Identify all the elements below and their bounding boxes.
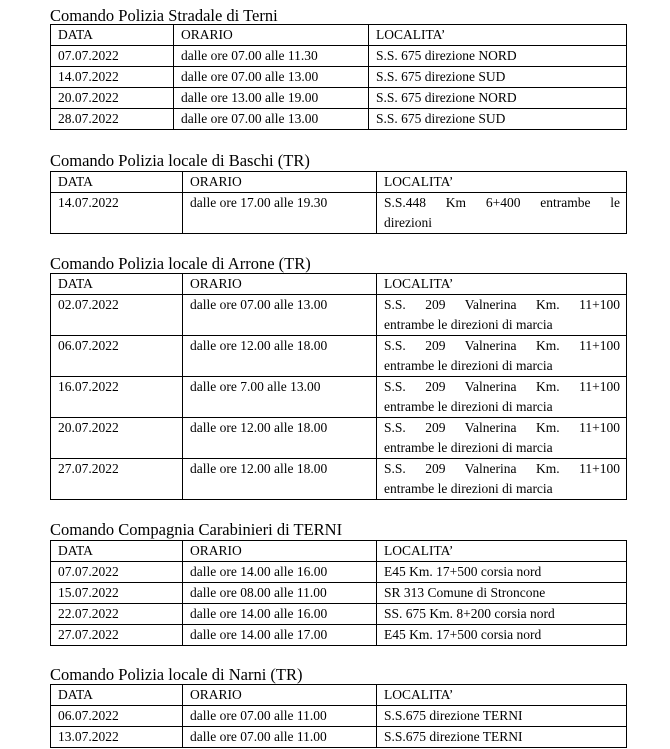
cell-localita: S.S. 675 direzione SUD bbox=[369, 67, 627, 88]
header-localita: LOCALITA’ bbox=[369, 25, 627, 46]
cell-orario: dalle ore 14.00 alle 16.00 bbox=[183, 562, 377, 583]
cell-data: 07.07.2022 bbox=[51, 46, 174, 67]
table-row bbox=[51, 604, 627, 625]
cell-orario: dalle ore 17.00 alle 19.30 bbox=[183, 193, 377, 234]
table-row bbox=[51, 336, 627, 377]
cell-localita: E45 Km. 17+500 corsia nord bbox=[377, 562, 627, 583]
localita-line-2: direzioni bbox=[384, 215, 432, 230]
header-localita: LOCALITA’ bbox=[377, 172, 627, 193]
header-localita: LOCALITA’ bbox=[377, 541, 627, 562]
table-row bbox=[51, 377, 627, 418]
header-orario: ORARIO bbox=[183, 685, 377, 706]
table-row bbox=[51, 727, 627, 748]
cell-data: 27.07.2022 bbox=[51, 459, 183, 500]
cell-orario: dalle ore 14.00 alle 17.00 bbox=[183, 625, 377, 646]
cell-data: 20.07.2022 bbox=[51, 418, 183, 459]
table-header-row bbox=[51, 541, 627, 562]
cell-localita bbox=[377, 418, 627, 459]
cell-orario: dalle ore 07.00 alle 13.00 bbox=[183, 295, 377, 336]
table-header-row bbox=[51, 274, 627, 295]
header-orario: ORARIO bbox=[174, 25, 369, 46]
cell-localita: S.S.675 direzione TERNI bbox=[377, 727, 627, 748]
cell-data: 28.07.2022 bbox=[51, 109, 174, 130]
cell-localita bbox=[377, 459, 627, 500]
cell-localita bbox=[377, 295, 627, 336]
localita-line-1: S.S. 209 Valnerina Km. 11+100 bbox=[384, 379, 620, 394]
cell-data: 02.07.2022 bbox=[51, 295, 183, 336]
cell-localita: S.S. 675 direzione SUD bbox=[369, 109, 627, 130]
header-orario: ORARIO bbox=[183, 274, 377, 295]
localita-line-2: entrambe le direzioni di marcia bbox=[384, 358, 553, 373]
table-row bbox=[51, 46, 627, 67]
table-row bbox=[51, 706, 627, 727]
cell-orario: dalle ore 14.00 alle 16.00 bbox=[183, 604, 377, 625]
cell-orario: dalle ore 07.00 alle 13.00 bbox=[174, 109, 369, 130]
localita-line-2: entrambe le direzioni di marcia bbox=[384, 481, 553, 496]
localita-line-1: S.S.448 Km 6+400 entrambe le bbox=[384, 195, 620, 210]
cell-data: 15.07.2022 bbox=[51, 583, 183, 604]
localita-line-1: S.S. 209 Valnerina Km. 11+100 bbox=[384, 338, 620, 353]
cell-orario: dalle ore 12.00 alle 18.00 bbox=[183, 336, 377, 377]
table-row bbox=[51, 193, 627, 234]
header-data: DATA bbox=[51, 685, 183, 706]
table-row bbox=[51, 625, 627, 646]
localita-line-2: entrambe le direzioni di marcia bbox=[384, 317, 553, 332]
cell-data: 07.07.2022 bbox=[51, 562, 183, 583]
table-polizia-locale-arrone bbox=[50, 273, 627, 500]
cell-data: 14.07.2022 bbox=[51, 193, 183, 234]
cell-localita: SS. 675 Km. 8+200 corsia nord bbox=[377, 604, 627, 625]
table-row bbox=[51, 295, 627, 336]
table-polizia-stradale-terni bbox=[50, 24, 627, 130]
table-header-row bbox=[51, 25, 627, 46]
cell-data: 27.07.2022 bbox=[51, 625, 183, 646]
table-row bbox=[51, 562, 627, 583]
cell-data: 14.07.2022 bbox=[51, 67, 174, 88]
cell-data: 16.07.2022 bbox=[51, 377, 183, 418]
localita-line-1: S.S. 209 Valnerina Km. 11+100 bbox=[384, 461, 620, 476]
table-header-row bbox=[51, 685, 627, 706]
cell-orario: dalle ore 07.00 alle 11.30 bbox=[174, 46, 369, 67]
section-title-polizia-locale-arrone: Comando Polizia locale di Arrone (TR) bbox=[50, 254, 311, 273]
table-polizia-locale-narni bbox=[50, 684, 627, 748]
cell-orario: dalle ore 12.00 alle 18.00 bbox=[183, 459, 377, 500]
header-orario: ORARIO bbox=[183, 541, 377, 562]
cell-localita bbox=[377, 336, 627, 377]
header-data: DATA bbox=[51, 274, 183, 295]
cell-data: 22.07.2022 bbox=[51, 604, 183, 625]
header-data: DATA bbox=[51, 541, 183, 562]
cell-localita bbox=[377, 377, 627, 418]
section-title-polizia-locale-baschi: Comando Polizia locale di Baschi (TR) bbox=[50, 151, 310, 170]
section-title-carabinieri-terni: Comando Compagnia Carabinieri di TERNI bbox=[50, 520, 343, 539]
cell-orario: dalle ore 07.00 alle 11.00 bbox=[183, 727, 377, 748]
localita-line-2: entrambe le direzioni di marcia bbox=[384, 399, 553, 414]
cell-data: 20.07.2022 bbox=[51, 88, 174, 109]
localita-line-1: S.S. 209 Valnerina Km. 11+100 bbox=[384, 297, 620, 312]
table-carabinieri-terni bbox=[50, 540, 627, 646]
section-title-polizia-stradale-terni: Comando Polizia Stradale di Terni bbox=[50, 6, 278, 25]
table-row bbox=[51, 583, 627, 604]
table-polizia-locale-baschi bbox=[50, 171, 627, 234]
cell-localita: S.S. 675 direzione NORD bbox=[369, 46, 627, 67]
cell-orario: dalle ore 13.00 alle 19.00 bbox=[174, 88, 369, 109]
cell-localita bbox=[377, 193, 627, 234]
localita-line-2: entrambe le direzioni di marcia bbox=[384, 440, 553, 455]
cell-localita: S.S.675 direzione TERNI bbox=[377, 706, 627, 727]
header-localita: LOCALITA’ bbox=[377, 274, 627, 295]
header-data: DATA bbox=[51, 25, 174, 46]
table-row bbox=[51, 418, 627, 459]
table-row bbox=[51, 459, 627, 500]
localita-line-1: S.S. 209 Valnerina Km. 11+100 bbox=[384, 420, 620, 435]
header-data: DATA bbox=[51, 172, 183, 193]
cell-localita: E45 Km. 17+500 corsia nord bbox=[377, 625, 627, 646]
cell-orario: dalle ore 12.00 alle 18.00 bbox=[183, 418, 377, 459]
table-row bbox=[51, 88, 627, 109]
cell-localita: SR 313 Comune di Stroncone bbox=[377, 583, 627, 604]
header-orario: ORARIO bbox=[183, 172, 377, 193]
table-header-row bbox=[51, 172, 627, 193]
header-localita: LOCALITA’ bbox=[377, 685, 627, 706]
cell-data: 06.07.2022 bbox=[51, 706, 183, 727]
table-row bbox=[51, 109, 627, 130]
cell-data: 13.07.2022 bbox=[51, 727, 183, 748]
cell-localita: S.S. 675 direzione NORD bbox=[369, 88, 627, 109]
cell-orario: dalle ore 7.00 alle 13.00 bbox=[183, 377, 377, 418]
cell-orario: dalle ore 08.00 alle 11.00 bbox=[183, 583, 377, 604]
cell-orario: dalle ore 07.00 alle 11.00 bbox=[183, 706, 377, 727]
section-title-polizia-locale-narni: Comando Polizia locale di Narni (TR) bbox=[50, 665, 303, 684]
table-row bbox=[51, 67, 627, 88]
cell-orario: dalle ore 07.00 alle 13.00 bbox=[174, 67, 369, 88]
cell-data: 06.07.2022 bbox=[51, 336, 183, 377]
